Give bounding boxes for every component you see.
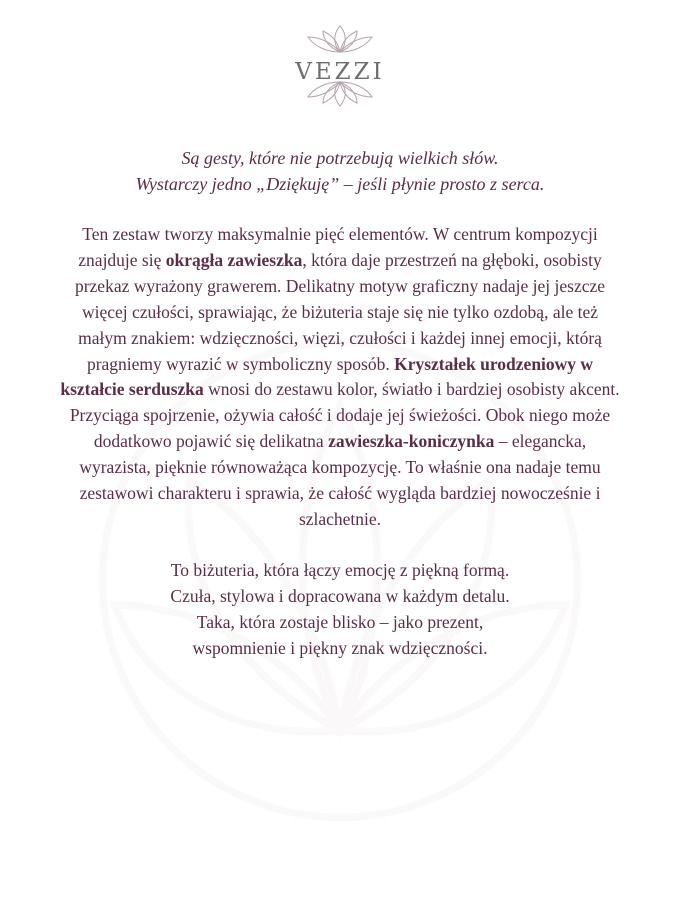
main-text: Ten zestaw tworzy maksymalnie pięć elementów. W centrum kompozycji znajduje się (78, 224, 598, 270)
main-text: – elegancka, wyrazista, pięknie równoważąca kompozycję. To właśnie ona nadaje temu zestawowi charakteru i sprawia, że całość wygląda bardziej nowocześnie i szlachetnie. (79, 431, 601, 529)
highlight-clover-pendant: zawieszka-koniczynka (328, 431, 495, 452)
vezzi-logo (290, 22, 390, 112)
closing-line: Czuła, stylowa i dopracowana w każdym detalu. (170, 585, 510, 606)
closing-line: Taka, która zostaje blisko – jako prezent, (196, 611, 484, 632)
main-text: wnosi do zestawu kolor, światło i bardziej osobisty akcent. Przyciąga spojrzenie, ożywia całość i dodaje jej świeżości. Obok niego może dodatkowo pojawić się delikatna (69, 379, 620, 452)
closing-line: To biżuteria, która łączy emocję z piękną formą. (170, 559, 510, 580)
description-block (60, 145, 620, 662)
intro-quote (60, 145, 620, 197)
closing-line: wspomnienie i piękny znak wdzięczności. (192, 637, 488, 658)
main-paragraph (60, 222, 620, 533)
intro-line: Wystarczy jedno „Dziękuję” – jeśli płynie prosto z serca. (135, 174, 545, 194)
highlight-birthstone-heart: Kryształek urodzeniowy w kształcie serduszka (60, 353, 594, 400)
brand-name: VEZZI (295, 59, 385, 85)
intro-line: Są gesty, które nie potrzebują wielkich słów. (181, 148, 499, 168)
highlight-round-pendant: okrągła zawieszka (165, 249, 303, 270)
closing-paragraph (60, 558, 620, 662)
main-text: , która daje przestrzeń na głęboki, osobisty przekaz wyrażony grawerem. Delikatny motyw graficzny nadaje jej jeszcze więcej czułości, sprawiając, że biżuteria staje się nie tylko ozdobą, ale też małym znakiem: wdzięczności, więzi, czułości i każdej innej emocji, którą pragniemy wyrazić w symboliczny sposób. (74, 249, 606, 374)
